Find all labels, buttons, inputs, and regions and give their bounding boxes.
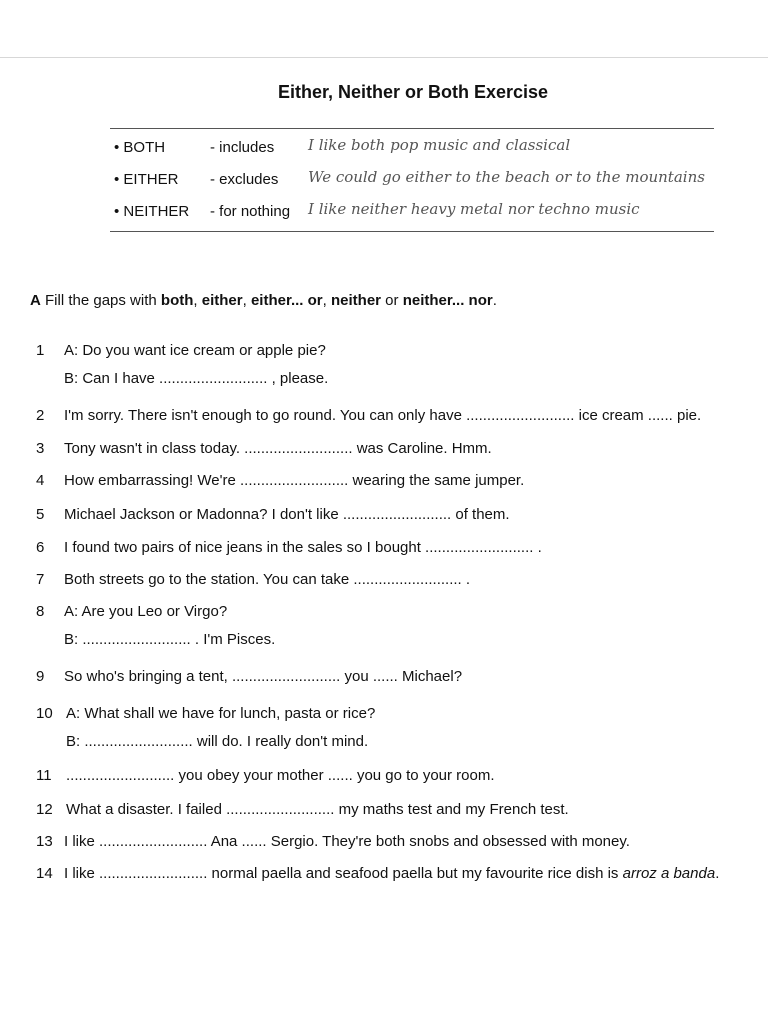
question-line: I like .......................... Ana ...... Sergio. They're both snobs and obsessed with money. xyxy=(64,833,630,850)
question-line: Michael Jackson or Madonna? I don't like .......................... of them. xyxy=(64,506,510,523)
definition-desc: - includes xyxy=(210,139,275,156)
page-top-divider xyxy=(0,57,768,58)
question-number: 6 xyxy=(36,539,45,556)
definition-both xyxy=(114,136,734,160)
question-line: A: What shall we have for lunch, pasta or rice? xyxy=(66,705,376,722)
definition-example: I like neither heavy metal nor techno music xyxy=(308,200,640,218)
definitions-top-rule xyxy=(110,128,714,129)
question-number: 7 xyxy=(36,571,45,588)
keyword-either: either xyxy=(201,292,243,309)
question-number: 9 xyxy=(36,668,45,685)
question-text: I like .......................... normal paella and seafood paella but my favourite rice dish is xyxy=(64,865,623,882)
question-number: 2 xyxy=(36,407,45,424)
question-line: How embarrassing! We're .......................... wearing the same jumper. xyxy=(64,472,525,489)
question-line: B: .......................... will do. I really don't mind. xyxy=(66,733,369,750)
question-line: B: .......................... . I'm Pisces. xyxy=(64,631,276,648)
question-number: 4 xyxy=(36,472,45,489)
definition-example: We could go either to the beach or to the mountains xyxy=(308,168,705,186)
definition-example: I like both pop music and classical xyxy=(308,136,571,154)
question-number: 13 xyxy=(36,833,53,850)
definitions-bottom-rule xyxy=(110,231,714,232)
question-number: 12 xyxy=(36,801,53,818)
question-line: Tony wasn't in class today. .......................... was Caroline. Hmm. xyxy=(64,440,492,457)
question-line: Both streets go to the station. You can take .......................... . xyxy=(64,571,471,588)
question-line xyxy=(64,865,719,882)
definition-either xyxy=(114,168,734,192)
definition-desc: - for nothing xyxy=(210,203,291,220)
section-letter: A xyxy=(30,292,41,309)
instruction-text: Fill the gaps with xyxy=(40,292,161,309)
question-line: A: Do you want ice cream or apple pie? xyxy=(64,342,326,359)
question-number: 1 xyxy=(36,342,45,359)
separator: , xyxy=(322,292,331,309)
keyword-neither: neither xyxy=(330,292,381,309)
question-number: 8 xyxy=(36,603,45,620)
question-line: What a disaster. I failed .......................... my maths test and my French test. xyxy=(66,801,569,818)
keyword-either-or: either... or xyxy=(250,292,323,309)
separator: . xyxy=(492,292,497,309)
question-line: I found two pairs of nice jeans in the sales so I bought .......................... . xyxy=(64,539,542,556)
definition-term: • BOTH xyxy=(114,139,166,156)
question-number: 5 xyxy=(36,506,45,523)
italic-dish-name: arroz a banda xyxy=(622,865,716,882)
question-line: .......................... you obey your mother ...... you go to your room. xyxy=(66,767,495,784)
exercise-instruction xyxy=(30,292,497,309)
question-number: 10 xyxy=(36,705,53,722)
question-number: 11 xyxy=(36,767,52,784)
separator: , xyxy=(242,292,251,309)
question-line: B: Can I have .......................... , please. xyxy=(64,370,329,387)
page-title: Either, Neither or Both Exercise xyxy=(277,82,549,102)
question-line: A: Are you Leo or Virgo? xyxy=(64,603,228,620)
question-text-end: . xyxy=(715,865,720,882)
keyword-both: both xyxy=(160,292,194,309)
question-line: So who's bringing a tent, .......................... you ...... Michael? xyxy=(64,668,463,685)
definition-term: • EITHER xyxy=(114,171,179,188)
keyword-neither-nor: neither... nor xyxy=(402,292,493,309)
question-number: 14 xyxy=(36,865,53,882)
question-line: I'm sorry. There isn't enough to go round. You can only have .......................... ice cream ...... pie. xyxy=(64,407,702,424)
separator: , xyxy=(193,292,202,309)
question-number: 3 xyxy=(36,440,45,457)
definition-desc: - excludes xyxy=(210,171,279,188)
definition-neither xyxy=(114,200,734,224)
separator: or xyxy=(381,292,403,309)
definition-term: • NEITHER xyxy=(114,203,190,220)
